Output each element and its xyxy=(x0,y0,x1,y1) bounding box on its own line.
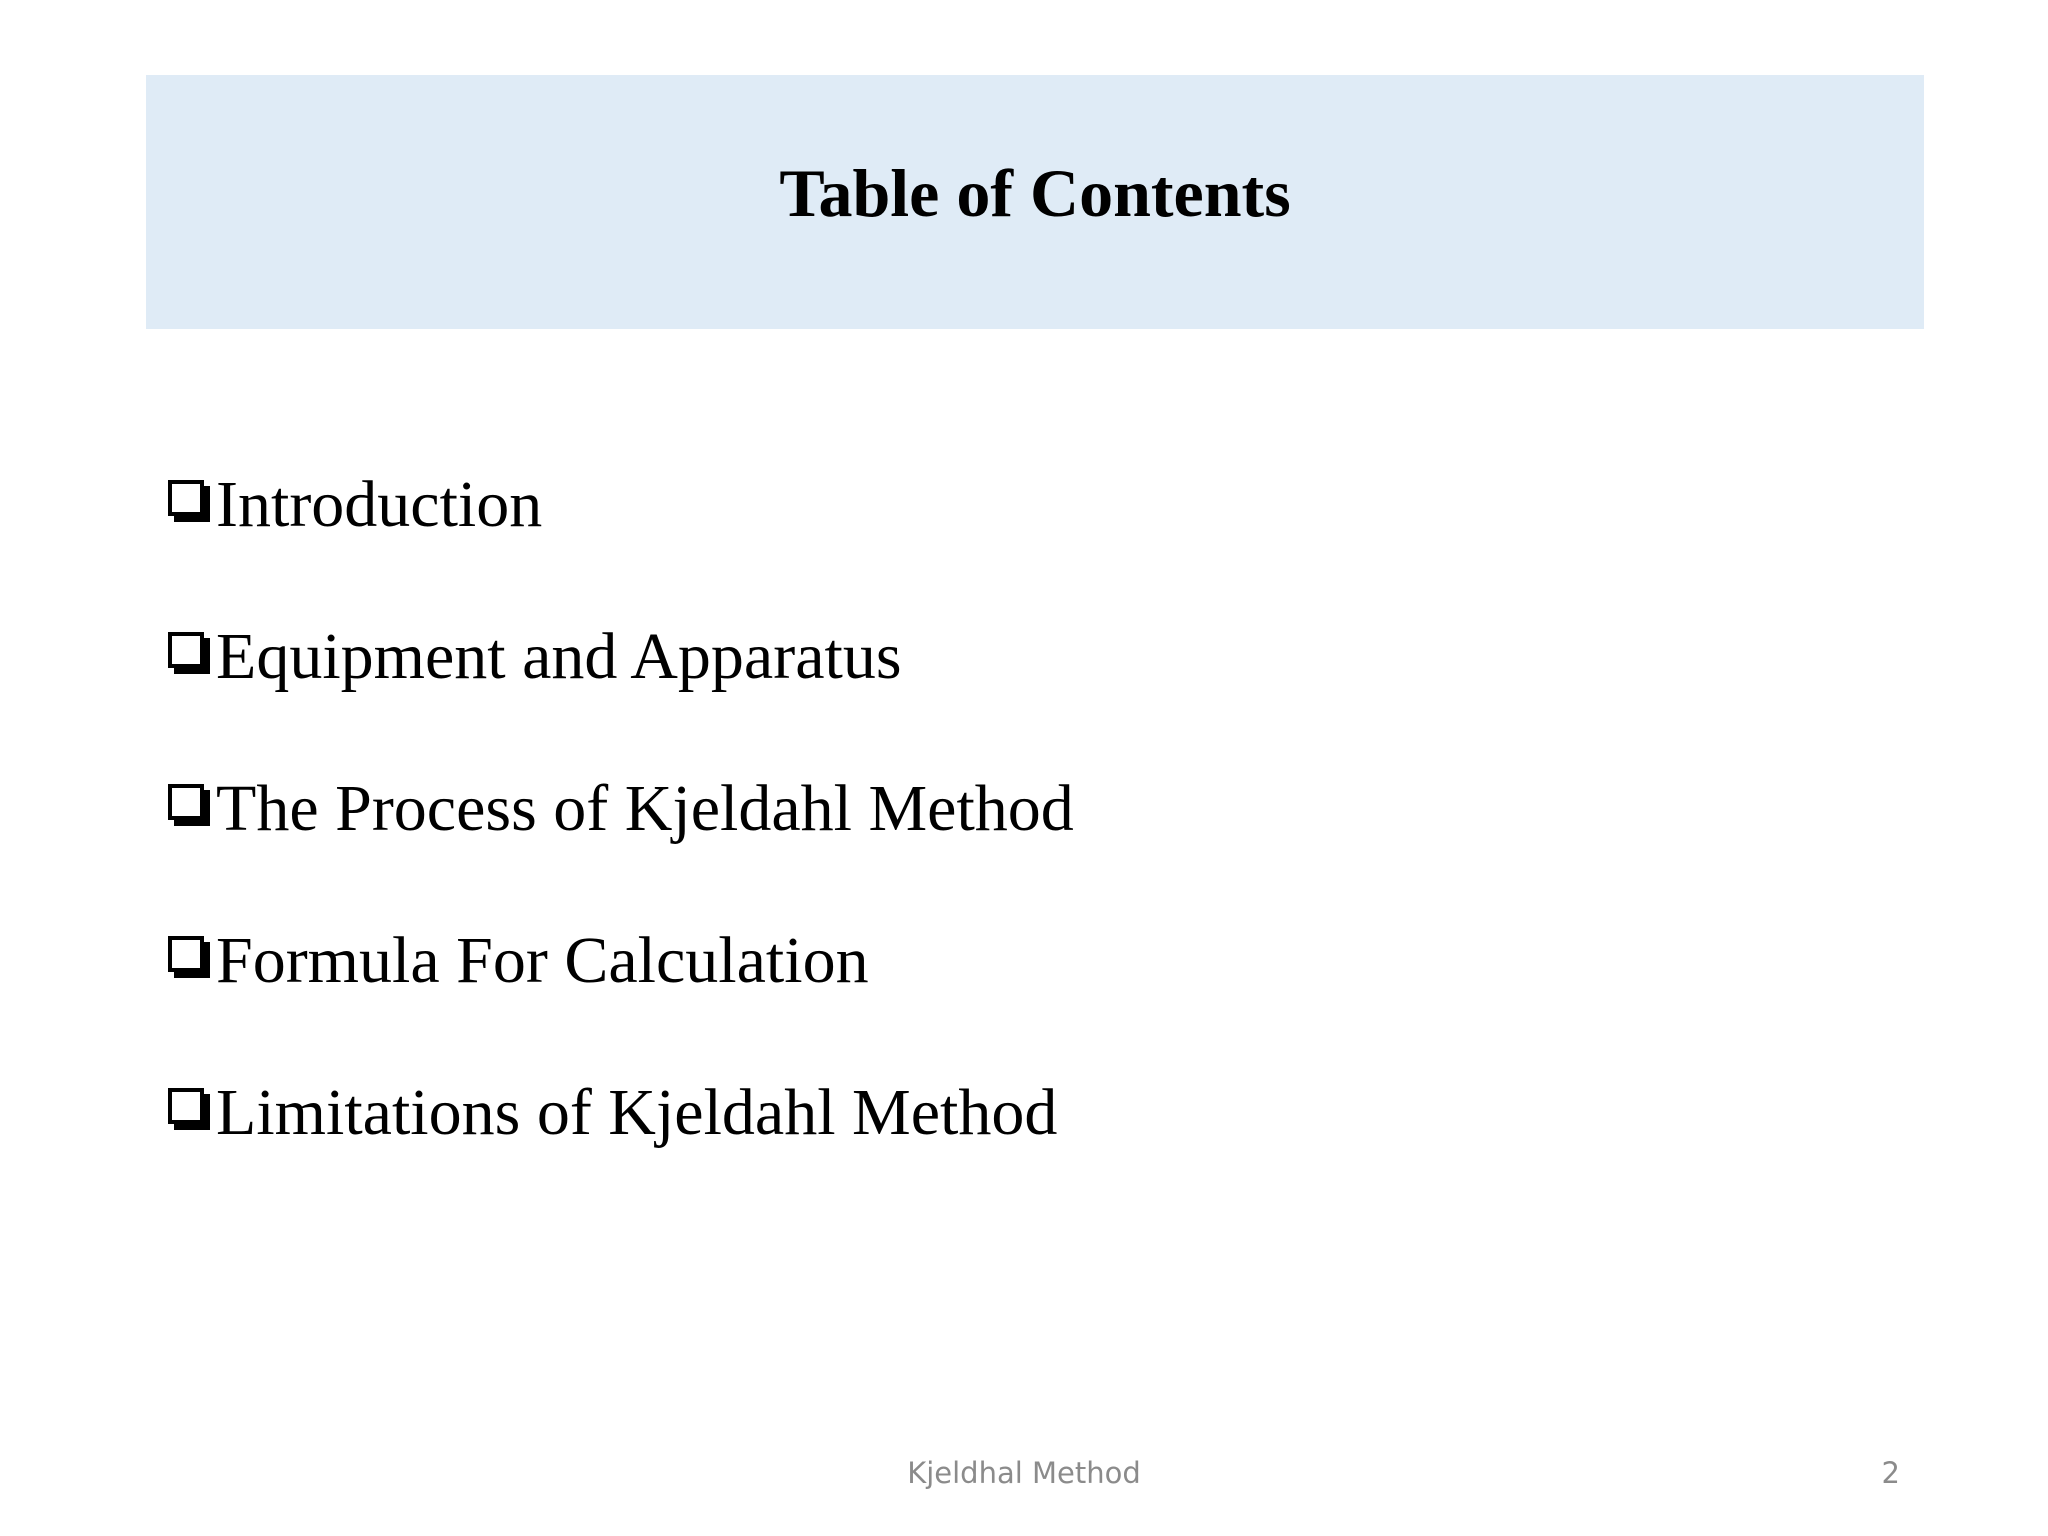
toc-item-limitations xyxy=(166,1078,1074,1230)
square-bullet-icon xyxy=(166,934,216,988)
slide-footer: Kjeldhal Method xyxy=(907,1456,1141,1490)
toc-item-formula xyxy=(166,926,1074,1078)
slide-title: Table of Contents xyxy=(779,155,1291,231)
toc-item-label: Equipment and Apparatus xyxy=(216,620,902,693)
toc-item-process xyxy=(166,774,1074,926)
toc-item-label: Introduction xyxy=(216,468,543,541)
toc-item-label: Formula For Calculation xyxy=(216,924,869,997)
table-of-contents-list xyxy=(166,470,1074,1230)
toc-item-label: Limitations of Kjeldahl Method xyxy=(216,1076,1058,1149)
toc-item-label: The Process of Kjeldahl Method xyxy=(216,772,1074,845)
toc-item-equipment xyxy=(166,622,1074,774)
square-bullet-icon xyxy=(166,478,216,532)
square-bullet-icon xyxy=(166,782,216,836)
square-bullet-icon xyxy=(166,1086,216,1140)
title-banner xyxy=(146,75,1924,329)
toc-item-introduction xyxy=(166,470,1074,622)
page-number: 2 xyxy=(1881,1456,1900,1490)
square-bullet-icon xyxy=(166,630,216,684)
